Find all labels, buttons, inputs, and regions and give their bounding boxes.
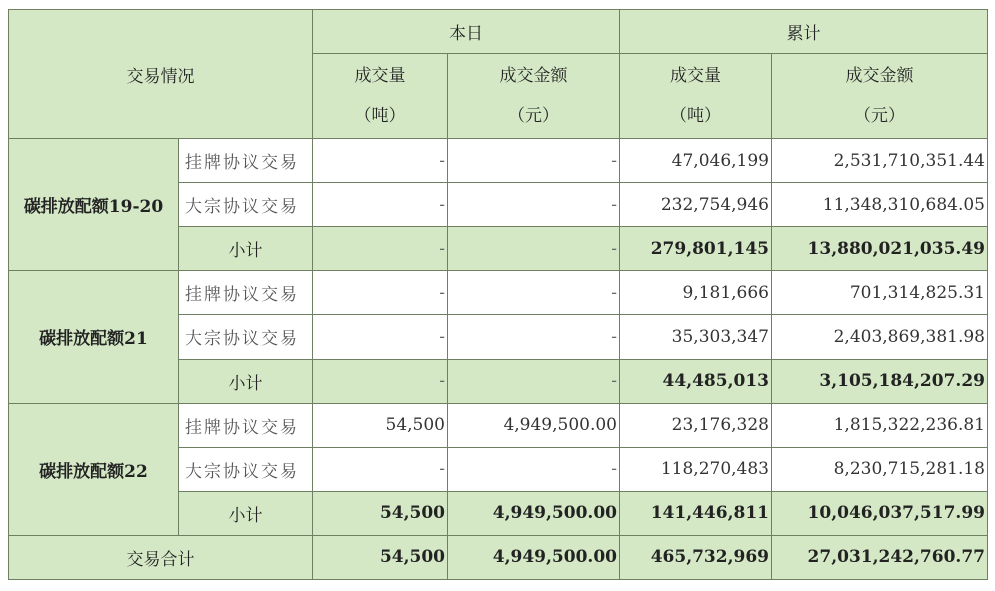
- today-header: 本日: [313, 10, 620, 54]
- total-today-volume: 54,500: [313, 535, 448, 579]
- total-cum-amount: 27,031,242,760.77: [772, 535, 988, 579]
- cum-amount: 2,403,869,381.98: [772, 315, 988, 359]
- today-volume: 54,500: [313, 403, 448, 447]
- subtotal-label: 小计: [179, 227, 313, 271]
- total-today-amount: 4,949,500.00: [448, 535, 620, 579]
- trade-type: 挂牌协议交易: [179, 403, 313, 447]
- cum-amount: 2,531,710,351.44: [772, 139, 988, 183]
- cum-volume-header: [620, 54, 772, 139]
- subtotal-today-volume: -: [313, 227, 448, 271]
- subtotal-cum-volume: 44,485,013: [620, 359, 772, 403]
- table-row: [9, 139, 988, 183]
- trade-type: 大宗协议交易: [179, 447, 313, 491]
- cum-volume: 9,181,666: [620, 271, 772, 315]
- today-volume: -: [313, 271, 448, 315]
- cum-volume: 47,046,199: [620, 139, 772, 183]
- group-name: 碳排放配额19-20: [9, 139, 179, 271]
- trade-type: 挂牌协议交易: [179, 139, 313, 183]
- total-row: [9, 535, 988, 579]
- subtotal-cum-amount: 10,046,037,517.99: [772, 491, 988, 535]
- volume-label: 成交量: [354, 66, 406, 87]
- today-volume-header: [313, 54, 448, 139]
- subtotal-cum-amount: 3,105,184,207.29: [772, 359, 988, 403]
- subtotal-label: 小计: [179, 491, 313, 535]
- total-label: 交易合计: [9, 535, 313, 579]
- today-amount: -: [448, 447, 620, 491]
- today-volume: -: [313, 183, 448, 227]
- section-header: 交易情况: [9, 10, 313, 139]
- trade-type: 挂牌协议交易: [179, 271, 313, 315]
- cum-amount: 11,348,310,684.05: [772, 183, 988, 227]
- cum-volume: 118,270,483: [620, 447, 772, 491]
- cumulative-header: 累计: [620, 10, 988, 54]
- group-name: 碳排放配额21: [9, 271, 179, 403]
- subtotal-today-amount: -: [448, 227, 620, 271]
- trade-type: 大宗协议交易: [179, 315, 313, 359]
- amount-label: 成交金额: [499, 66, 568, 87]
- trade-type: 大宗协议交易: [179, 183, 313, 227]
- volume-label: 成交量: [670, 66, 721, 87]
- today-volume: -: [313, 139, 448, 183]
- subtotal-today-amount: 4,949,500.00: [448, 491, 620, 535]
- cum-amount-header: [772, 54, 988, 139]
- group-name: 碳排放配额22: [9, 403, 179, 535]
- table-row: [9, 403, 988, 447]
- today-amount: -: [448, 183, 620, 227]
- today-amount: -: [448, 271, 620, 315]
- subtotal-label: 小计: [179, 359, 313, 403]
- cum-amount: 8,230,715,281.18: [772, 447, 988, 491]
- today-amount-header: [448, 54, 620, 139]
- trading-summary-table: [8, 9, 988, 580]
- table-row: [9, 271, 988, 315]
- today-volume: -: [313, 315, 448, 359]
- today-amount: 4,949,500.00: [448, 403, 620, 447]
- total-cum-volume: 465,732,969: [620, 535, 772, 579]
- today-amount: -: [448, 139, 620, 183]
- volume-unit: （吨）: [354, 106, 406, 127]
- today-amount: -: [448, 315, 620, 359]
- amount-unit: （元）: [854, 106, 905, 127]
- cum-amount: 1,815,322,236.81: [772, 403, 988, 447]
- subtotal-today-volume: -: [313, 359, 448, 403]
- volume-unit: （吨）: [670, 106, 721, 127]
- cum-volume: 35,303,347: [620, 315, 772, 359]
- subtotal-today-amount: -: [448, 359, 620, 403]
- today-volume: -: [313, 447, 448, 491]
- cum-amount: 701,314,825.31: [772, 271, 988, 315]
- subtotal-cum-volume: 279,801,145: [620, 227, 772, 271]
- subtotal-today-volume: 54,500: [313, 491, 448, 535]
- subtotal-cum-volume: 141,446,811: [620, 491, 772, 535]
- amount-label: 成交金额: [845, 66, 914, 87]
- cum-volume: 23,176,328: [620, 403, 772, 447]
- subtotal-cum-amount: 13,880,021,035.49: [772, 227, 988, 271]
- amount-unit: （元）: [508, 106, 559, 127]
- cum-volume: 232,754,946: [620, 183, 772, 227]
